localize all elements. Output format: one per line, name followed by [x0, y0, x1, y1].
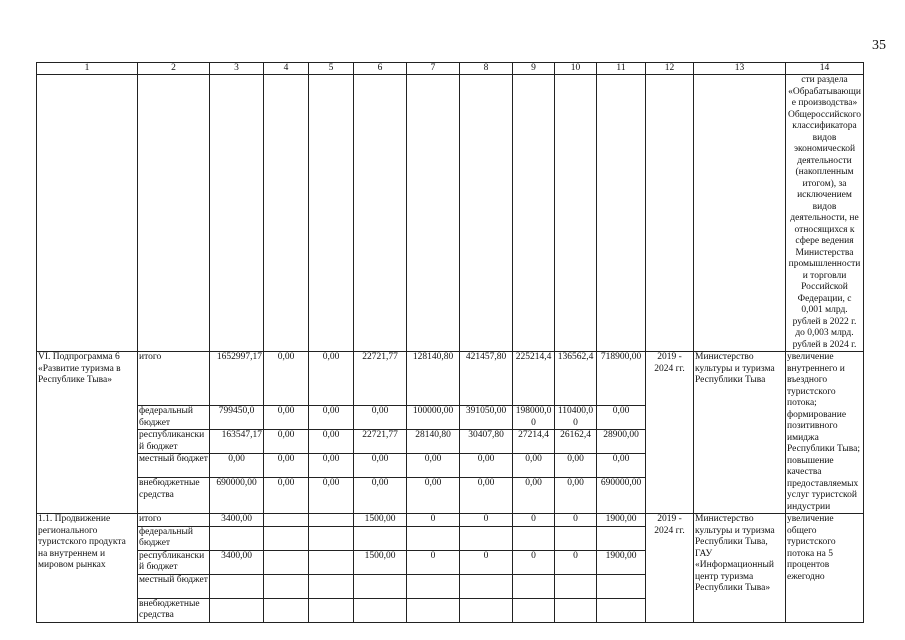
cell-value: 1500,00	[354, 514, 407, 527]
cell-value: 0	[513, 550, 555, 574]
cell-value	[264, 574, 309, 598]
cell-value: 100000,00	[407, 406, 460, 430]
column-numbers-row	[37, 63, 864, 75]
col-header: 12	[646, 63, 694, 75]
cell-value: 0,00	[264, 478, 309, 514]
cell-value: 0,00	[309, 406, 354, 430]
cell-value	[597, 574, 646, 598]
cell-value: 27214,4	[513, 430, 555, 454]
cell-value	[264, 526, 309, 550]
cell-value	[354, 526, 407, 550]
cell-value: 28140,80	[407, 430, 460, 454]
cell-value	[407, 598, 460, 622]
cell-value: 0,00	[264, 406, 309, 430]
period: 2019 - 2024 гг.	[646, 514, 694, 623]
executor: Министерство культуры и туризма Республики Тыва, ГАУ «Информационный центр туризма Республики Тыва»	[694, 514, 786, 623]
cell-value: 1500,00	[354, 550, 407, 574]
cell-value: 3400,00	[210, 514, 264, 527]
cell-value: 1652997,17	[210, 352, 264, 406]
cell-value	[264, 598, 309, 622]
col-header: 5	[309, 63, 354, 75]
cell-value: 690000,00	[597, 478, 646, 514]
funding-source: итого	[138, 514, 210, 527]
cell-value: 22721,77	[354, 352, 407, 406]
col-header: 11	[597, 63, 646, 75]
cell-value: 799450,0	[210, 406, 264, 430]
col-header: 4	[264, 63, 309, 75]
cell-value: 690000,00	[210, 478, 264, 514]
cell-value	[555, 574, 597, 598]
cell-value: 0,00	[309, 352, 354, 406]
expected-result: увеличение общего туристского потока на 5 процентов ежегодно	[786, 514, 864, 623]
cell-value: 0,00	[354, 406, 407, 430]
page-number: 35	[872, 38, 886, 53]
funding-source: итого	[138, 352, 210, 406]
col-header: 6	[354, 63, 407, 75]
cell-value: 0	[513, 514, 555, 527]
funding-source: федеральный бюджет	[138, 406, 210, 430]
activity-title: 1.1. Продвижение регионального туристского продукта на внутреннем и мировом рынках	[37, 514, 138, 623]
cell-value: 0,00	[513, 454, 555, 478]
cell-value: 0,00	[597, 406, 646, 430]
cell-value	[460, 574, 513, 598]
cell-value: 0,00	[309, 478, 354, 514]
funding-source: внебюджетные средства	[138, 598, 210, 622]
funding-source: местный бюджет	[138, 574, 210, 598]
cell-value: 0,00	[264, 352, 309, 406]
cell-value: 136562,4	[555, 352, 597, 406]
cell-value	[513, 598, 555, 622]
cell-value	[513, 574, 555, 598]
cell-value	[555, 598, 597, 622]
cell-value: 0,00	[264, 430, 309, 454]
cell-value	[264, 550, 309, 574]
cell-value	[597, 526, 646, 550]
subprogram-title: VI. Подпрограмма 6 «Развитие туризма в Республике Тыва»	[37, 352, 138, 514]
cell-value: 128140,80	[407, 352, 460, 406]
cell-value: 0	[407, 550, 460, 574]
cell-value: 198000,0 0	[513, 406, 555, 430]
cell-value	[354, 598, 407, 622]
cell-value	[460, 526, 513, 550]
cell-value: 0	[407, 514, 460, 527]
col-header: 1	[37, 63, 138, 75]
col-header: 9	[513, 63, 555, 75]
col-header: 3	[210, 63, 264, 75]
cell-value: 0,00	[407, 478, 460, 514]
cell-value	[309, 574, 354, 598]
cell-value	[264, 514, 309, 527]
cell-value	[407, 526, 460, 550]
cell-value: 26162,4	[555, 430, 597, 454]
cell-value: 0,00	[210, 454, 264, 478]
cell-value: 28900,00	[597, 430, 646, 454]
cell-value: 0,00	[407, 454, 460, 478]
cell-value: 163547,17	[210, 430, 264, 454]
cell-value: 0,00	[354, 454, 407, 478]
col-header: 13	[694, 63, 786, 75]
funding-source: федеральный бюджет	[138, 526, 210, 550]
cell-value: 718900,00	[597, 352, 646, 406]
executor: Министерство культуры и туризма Республики Тыва	[694, 352, 786, 514]
cell-value: 0,00	[264, 454, 309, 478]
cell-value: 421457,80	[460, 352, 513, 406]
cell-value	[309, 526, 354, 550]
col-header: 8	[460, 63, 513, 75]
cell-value	[555, 526, 597, 550]
cell-value	[210, 598, 264, 622]
cell-value: 225214,4	[513, 352, 555, 406]
funding-source: республиканский бюджет	[138, 430, 210, 454]
cell-value: 0,00	[354, 478, 407, 514]
table-row	[37, 352, 864, 406]
cell-value: 3400,00	[210, 550, 264, 574]
cell-value	[460, 598, 513, 622]
funding-source: внебюджетные средства	[138, 478, 210, 514]
cell-value: 0,00	[513, 478, 555, 514]
cell-value: 0,00	[309, 454, 354, 478]
cell-value: 0,00	[555, 454, 597, 478]
cell-value: 0	[460, 514, 513, 527]
period: 2019 - 2024 гг.	[646, 352, 694, 514]
expected-result: увеличение внутреннего и въездного туристского потока; формирование позитивного имиджа Республики Тыва; повышение качества предоставляемых услуг туристской индустрии	[786, 352, 864, 514]
funding-source: республиканский бюджет	[138, 550, 210, 574]
table-row	[37, 514, 864, 527]
cell-value: 0	[555, 514, 597, 527]
cell-value: 0,00	[555, 478, 597, 514]
col-header: 2	[138, 63, 210, 75]
funding-source: местный бюджет	[138, 454, 210, 478]
cell-value	[309, 514, 354, 527]
col-header: 10	[555, 63, 597, 75]
cell-value	[407, 574, 460, 598]
budget-table	[36, 62, 864, 623]
continued-result-text: сти раздела «Обрабатывающие производства» Общероссийского классификатора видов экономической деятельности (накопленным итогом), за исключением видов деятельности, не относящихся к сфере ведения Министерства промышленности и торговли Российской Федерации, с 0,001 млрд. рублей в 2022 г. до 0,003 млрд. рублей в 2024 г.	[786, 75, 864, 352]
cell-value	[309, 598, 354, 622]
col-header: 14	[786, 63, 864, 75]
cell-value: 1900,00	[597, 514, 646, 527]
cell-value: 0	[555, 550, 597, 574]
cell-value	[597, 598, 646, 622]
cell-value	[210, 574, 264, 598]
cell-value: 22721,77	[354, 430, 407, 454]
cell-value: 30407,80	[460, 430, 513, 454]
cell-value	[354, 574, 407, 598]
continuation-row	[37, 75, 864, 352]
col-header: 7	[407, 63, 460, 75]
cell-value: 0,00	[460, 454, 513, 478]
cell-value	[513, 526, 555, 550]
cell-value: 0,00	[309, 430, 354, 454]
cell-value	[210, 526, 264, 550]
cell-value: 0	[460, 550, 513, 574]
cell-value	[309, 550, 354, 574]
cell-value: 0,00	[597, 454, 646, 478]
cell-value: 1900,00	[597, 550, 646, 574]
cell-value: 0,00	[460, 478, 513, 514]
cell-value: 391050,00	[460, 406, 513, 430]
cell-value: 110400,0 0	[555, 406, 597, 430]
